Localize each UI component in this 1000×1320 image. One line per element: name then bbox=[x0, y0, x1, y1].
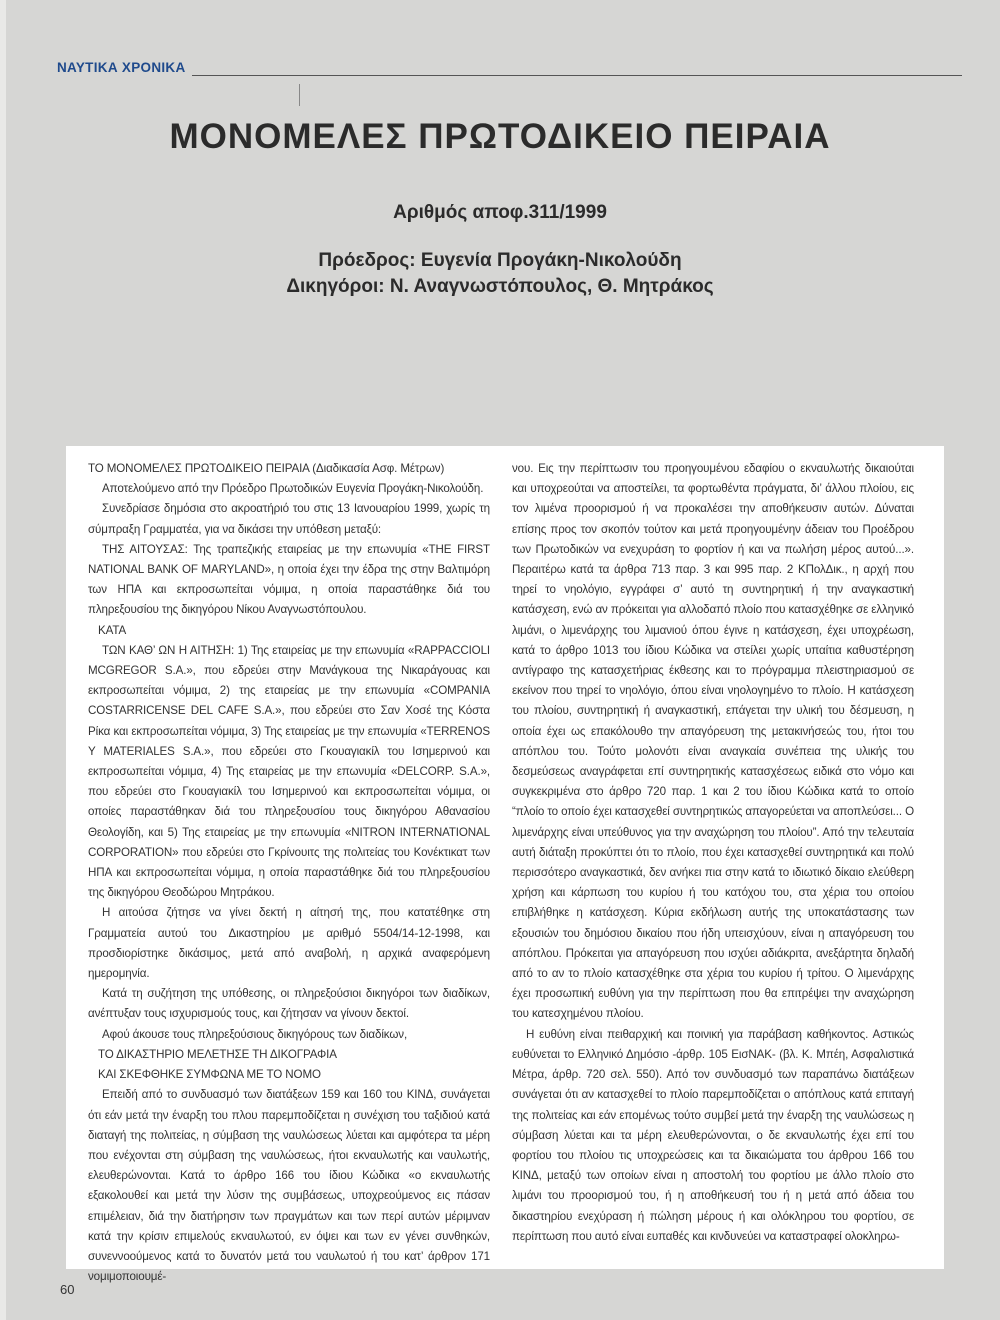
hearing-lawyers-paragraph: Αφού άκουσε τους πληρεξούσιους δικηγόρους των διαδίκων, bbox=[102, 1027, 408, 1041]
decision-text-box bbox=[66, 446, 944, 1284]
court-president: Πρόεδρος: Ευγενία Προγάκη-Νικολούδη bbox=[318, 250, 682, 271]
applicant-paragraph: ΤΗΣ ΑΙΤΟΥΣΑΣ: Της τραπεζικής εταιρείας με την επωνυμία «THE FIRST NATIONAL BANK OF MARYLAND», η οποία έχει την έδρα της στην Βαλτιμόρη των ΗΠΑ και εκπροσωπείται νόμιμα, η οποία παραστάθηκε διά του πληρεξουσίου της δικηγόρου Νίκου Αναγνωστόπουλου. bbox=[88, 542, 490, 617]
against-label: ΚΑΤΑ bbox=[98, 623, 127, 637]
reasoning-paragraph: Επειδή από το συνδυασμό των διατάξεων 159 και 160 του ΚΙΝΔ, συνάγεται ότι εάν μετά την έναρξη του πλου παρεμποδίζεται η συνέχιση του ταξιδιού κατά διαταγή της πολιτείας, η σύμβαση της ναυλώσεως λύεται και αμφότερα τα μέρη που ενέχονται στη σύμβαση της ναυλώσεως, ήτοι εκναυλωτής και ναυλωτής, ελευθερώνονται. Κατά το άρθρο 166 του ίδιου Κώδικα «ο εκναυλωτής εξακολουθεί και μετά την λύσιν της συμβάσεως, υποχρεούμενος εις πάσαν επιμέλειαν, διά την διατήρησιν των πραγμάτων και των περί αυτών μέριμναν κατά την κρίσιν επιμελούς εκναυλωτού, εν όψει και των εν γένει συνθηκών, συνεννοούμενος κατά το δυνατόν μετά του ναυλωτού ή του κατ’ άρθρον 171 νομιμοποιουμέ- bbox=[88, 1088, 490, 1284]
court-heading: ΤΟ ΜΟΝΟΜΕΛΕΣ ΠΡΩΤΟΔΙΚΕΙΟ ΠΕΙΡΑΙΑ (Διαδικασία Ασφ. Μέτρων) bbox=[88, 462, 445, 475]
reasoning-continuation: νου. Εις την περίπτωσιν του προηγουμένου εδαφίου ο εκναυλωτής δικαιούται και υποχρεούται να αποστείλει, τα φορτωθέντα πράγματα, δι’ άλλου πλοίου, εις τον λιμένα προορισμού ή να προκαλέσει την αποθήκευσιν αυτών. Δύναται επίσης προς τον σκοπόν τούτον και μετά προηγουμένην άδειαν του Προέδρου των Πρωτοδικών να ενεχυράση το φορτίον ή και να πωλήση μέρος αυτού...». Περαιτέρω κατά τα άρθρα 713 παρ. 3 και 995 παρ. 2 ΚΠολΔικ., η αρχή που τηρεί το νηολόγιο, εγγράφει σ’ αυτό τη συντηρητική ή την αναγκαστική κατάσχεση, ενώ αν πρόκειται για αλλοδαπό πλοίο που κατασχέθηκε σε ελληνικό λιμάνι, ο λιμενάρχης του λιμανιού όπου έγινε η κατάσχεση, έχει υποχρέωση, κατά το άρθρο 1013 του ίδιου Κώδικα να στείλει χωρίς υπαίτια καθυστέρηση αντίγραφο της κατασχετήριας έκθεσης και το πρόγραμμα πλειστηριασμού σε εκείνον που τηρεί το νηολόγιο, όπου είναι νηολογημένο το πλοίο. Η κατάσχεση του πλοίου, συντηρητική ή αναγκαστική, επάγεται την υλική του δέσμευση, η οποία έχει ως επακόλουθο την απαγόρευση της μετακινήσεώς του, ήτοι του απόπλου του. Τούτο μολονότι είναι αναγκαία συνέπεια της υλικής του δεσμεύσεως αναγράφεται επί συντηρητικής κατασχέσεως ειδικά στο νόμο και συγκεκριμένα στο άρθρο 720 παρ. 1 και 2 του ίδιου Κώδικα κατά το οποίο “πλοίο το οποίο έχει κατασχεθεί συντηρητικώς απαγορεύεται να αποπλεύσει... Ο λιμενάρχης είναι υπεύθυνος για την αναχώρηση του πλοίου”. Από την τελευταία αυτή διάταξη προκύπτει ότι το πλοίο, που έχει κατασχεθεί συντηρητικά και πολύ περισσότερο αναγκαστικά, δεν ανήκει πια στην κατά το ιδιωτικό δίκαιο ελεύθερη χρήση και κάρπωση του κυρίου ή του κατόχου του, στα χέρια του οποίου επιβλήθηκε η κατάσχεση. Κύρια εκδήλωση αυτής της υποκατάστασης των εξουσιών του δημόσιου δικαίου που ήδη υπεισχύουν, είναι η απαγόρευση του απόπλου. Πρόκειται για απαγόρευση που ισχύει αδιάκριτα, ανεξάρτητα δηλαδή από το αν το πλοίο κατασχέθηκε στα χέρια του κυρίου ή τρίτου. Ο λιμενάρχης έχει προσωπική ευθύνη για την περίπτωση που θα επιτρέψει την αναχώρηση του κατεσχημένου πλοίου. bbox=[512, 462, 914, 1021]
header-tick-mark bbox=[299, 84, 300, 106]
left-column bbox=[88, 459, 490, 1287]
running-header bbox=[57, 60, 962, 82]
court-composition: Αποτελούμενο από την Πρόεδρο Πρωτοδικών Ευγενία Προγάκη-Νικολούδη. bbox=[102, 482, 484, 496]
article-title: ΜΟΝΟΜΕΛΕΣ ΠΡΩΤΟΔΙΚΕΙΟ ΠΕΙΡΑΙΑ bbox=[169, 117, 831, 156]
court-considered-heading: ΚΑΙ ΣΚΕΦΘΗΚΕ ΣΥΜΦΩΝΑ ΜΕ ΤΟ ΝΟΜΟ bbox=[98, 1068, 321, 1082]
page-number: 60 bbox=[60, 1282, 75, 1297]
court-studied-heading: ΤΟ ΔΙΚΑΣΤΗΡΙΟ ΜΕΛΕΤΗΣΕ ΤΗ ΔΙΚΟΓΡΑΦΙΑ bbox=[98, 1047, 337, 1061]
page-edge bbox=[0, 0, 6, 1320]
lawyers: Δικηγόροι: Ν. Αναγνωστόπουλος, Θ. Μητράκος bbox=[286, 276, 714, 297]
right-column bbox=[512, 459, 914, 1247]
section-label: ΝΑΥΤΙΚΑ ΧΡΟΝΙΚΑ bbox=[57, 60, 192, 76]
liability-paragraph: Η ευθύνη είναι πειθαρχική και ποινική για παράβαση καθήκοντος. Αστικώς ευθύνεται το Ελληνικό Δημόσιο -άρθρ. 105 ΕισΝΑΚ- (βλ. Κ. Μπέη, Ασφαλιστικά Μέτρα, άρθρ. 720 σελ. 550). Από τον συνδυασμό των παραπάνω διατάξεων συνάγεται ότι αν κατασχεθεί το πλοίο παρεμποδίζεται ο απόπλους κατά επιταγή της πολιτείας και εάν επομένως τούτο συμβεί μετά την έναρξη της ναυλώσεως η σύμβαση λύεται και τα μέρη ελευθερώνονται, ο δε εκναυλωτής έχει επί του φορτίου του πλοίου τις υποχρεώσεις και τα δικαιώματα του άρθρου 166 του ΚΙΝΔ, μεταξύ των οποίων είναι η αποστολή του φορτίου με άλλο πλοίο στο λιμάνι του προορισμού του, ή η αποθήκευσή του ή η μετά από άδεια του δικαστηρίου ενεχύραση ή πώληση μέρους ή και ολόκληρου του φορτίου, σε περίπτωση που αυτό είναι ευπαθές και κινδυνεύει να καταστραφεί ολοκληρω- bbox=[512, 1027, 914, 1243]
request-paragraph: Η αιτούσα ζήτησε να γίνει δεκτή η αίτησή της, που κατατέθηκε στη Γραμματεία αυτού του Δικαστηρίου με αριθμό 5504/14-12-1998, και προσδιορίστηκε δικάσιμος, μετά από αναβολή, η αρχικά αναφερόμενη ημερομηνία. bbox=[88, 906, 490, 981]
respondents-paragraph: ΤΩΝ ΚΑΘ’ ΩΝ Η ΑΙΤΗΣΗ: 1) Της εταιρείας με την επωνυμία «RAPPACCIOLI MCGREGOR S.A.», που εδρεύει στην Μανάγκουα της Νικαράγουας και εκπροσωπείται νόμιμα, 2) της εταιρείας με την επωνυμία «COMPANIA COSTARRICENSE DEL CAFE S.A.», που εδρεύει στο Σαν Χοσέ της Κόστα Ρίκα και εκπροσωπείται νόμιμα, 3) Της εταιρείας με την επωνυμία «TERRENOS Y MATERIALES S.A.», που εδρεύει στο Γκουαγιακίλ του Ισημερινού και εκπροσωπείται νόμιμα, 4) Της εταιρείας με την επωνυμία «DELCORP. S.A.», που εδρεύει στο Γκουαγιακίλ του Ισημερινού και εκπροσωπείται νόμιμα, οι οποίες παραστάθηκαν διά του πληρεξουσίου τους δικηγόρου Αθανασίου Θεολογίδη, και 5) Της εταιρείας με την επωνυμία «NITRON INTERNATIONAL CORPORATION» που εδρεύει στο Γκρίνουιτς της πολιτείας του Κονέκτικατ των ΗΠΑ και εκπροσωπείται νόμιμα, η οποία παραστάθηκε διά του πληρεξουσίου της δικηγόρου Θεοδώρου Μητράκου. bbox=[88, 643, 490, 900]
session-paragraph: Συνεδρίασε δημόσια στο ακροατήριό του στις 13 Ιανουαρίου 1999, χωρίς τη σύμπραξη Γραμματέα, για να δικάσει την υπόθεση μεταξύ: bbox=[88, 502, 490, 536]
decision-number: Αριθμός αποφ.311/1999 bbox=[393, 202, 607, 223]
header-rule bbox=[57, 75, 962, 76]
hearing-paragraph: Κατά τη συζήτηση της υπόθεσης, οι πληρεξούσιοι δικηγόροι των διαδίκων, ανέπτυξαν τους ισχυρισμούς τους, και ζήτησαν να γίνουν δεκτοί. bbox=[88, 987, 490, 1021]
